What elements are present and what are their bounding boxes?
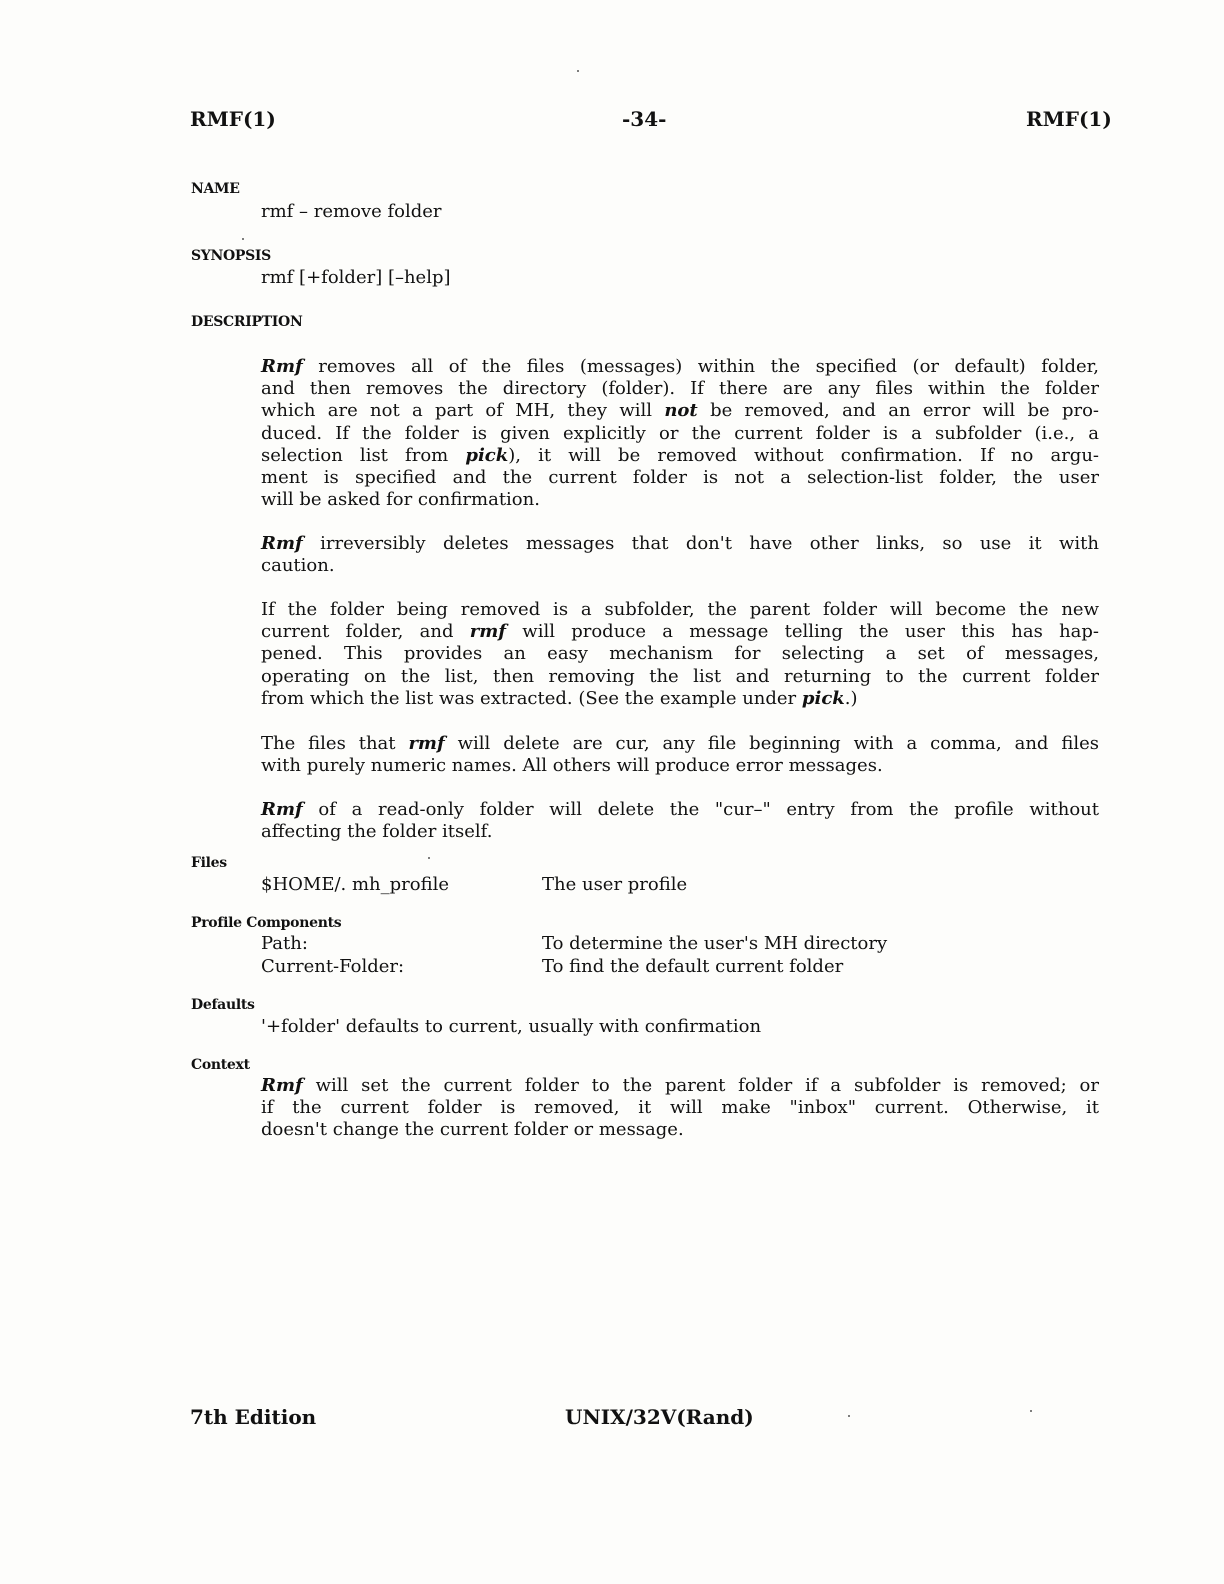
text-line	[261, 445, 1099, 467]
synopsis-text: rmf [+folder] [–help]	[261, 267, 451, 288]
text-run: ), it will be removed without confirmation. If no argu-	[508, 444, 1099, 466]
profile-components-heading: Profile Components	[191, 915, 342, 931]
command-name: Rmf	[261, 1075, 303, 1096]
files-description: The user profile	[542, 874, 688, 895]
profile-component-key: Path:	[261, 933, 308, 954]
description-paragraph-3	[261, 599, 1099, 710]
footer-system: UNIX/32V(Rand)	[565, 1405, 754, 1429]
profile-component-desc: To determine the user's MH directory	[542, 933, 888, 954]
header-left: RMF(1)	[190, 107, 276, 131]
text-run: irreversibly deletes messages that don't have other links, so use it with	[302, 533, 1099, 554]
text-run: which are not a part of MH, they will	[261, 400, 665, 422]
text-line	[261, 1075, 1099, 1097]
synopsis-heading: SYNOPSIS	[191, 248, 271, 264]
text-line: operating on the list, then removing the list and returning to the current folder	[261, 665, 1099, 687]
name-text: rmf – remove folder	[261, 201, 442, 222]
text-line	[261, 621, 1099, 643]
description-heading: DESCRIPTION	[191, 314, 303, 330]
text-line: ment is specified and the current folder is not a selection-list folder, the user	[261, 467, 1099, 489]
context-paragraph	[261, 1075, 1099, 1142]
text-run: The files that	[261, 733, 409, 754]
footer-edition: 7th Edition	[190, 1405, 317, 1429]
text-line	[261, 733, 1099, 755]
command-name: Rmf	[261, 533, 303, 554]
description-paragraph-2	[261, 533, 1099, 577]
text-run: will produce a message telling the user this has hap-	[506, 621, 1100, 643]
scan-speck	[242, 238, 244, 240]
command-name: rmf	[408, 733, 445, 754]
text-line: affecting the folder itself.	[261, 821, 493, 843]
scan-speck	[848, 1415, 850, 1417]
scan-speck	[428, 857, 430, 859]
text-line	[261, 356, 1099, 378]
text-run: current folder, and	[261, 621, 470, 643]
command-name: pick	[801, 687, 845, 709]
command-name: rmf	[469, 621, 507, 643]
text-run: be removed, and an error will be pro-	[697, 400, 1099, 422]
defaults-text: '+folder' defaults to current, usually with confirmation	[261, 1016, 762, 1037]
scan-speck	[577, 70, 579, 72]
profile-component-desc: To find the default current folder	[542, 956, 844, 977]
text-line: pened. This provides an easy mechanism for selecting a set of messages,	[261, 643, 1099, 665]
text-run: will set the current folder to the parent folder if a subfolder is removed; or	[302, 1075, 1099, 1096]
text-line	[261, 400, 1099, 422]
profile-component-key: Current-Folder:	[261, 956, 405, 977]
text-line: will be asked for confirmation.	[261, 489, 540, 511]
context-heading: Context	[191, 1057, 250, 1073]
name-heading: NAME	[191, 181, 240, 197]
defaults-heading: Defaults	[191, 997, 255, 1013]
files-heading: Files	[191, 855, 227, 871]
description-paragraph-5	[261, 799, 1099, 843]
text-line: and then removes the directory (folder). If there are any files within the folder	[261, 378, 1099, 400]
command-name: pick	[465, 444, 509, 466]
command-name: Rmf	[261, 799, 303, 820]
description-paragraph-4	[261, 733, 1099, 777]
text-line: if the current folder is removed, it will make "inbox" current. Otherwise, it	[261, 1097, 1099, 1119]
text-run: will delete are cur, any file beginning with a comma, and files	[444, 733, 1099, 754]
text-run: from which the list was extracted. (See the example under	[261, 687, 802, 709]
text-run: of a read-only folder will delete the "cur–" entry from the profile without	[302, 799, 1099, 820]
text-line: duced. If the folder is given explicitly or the current folder is a subfolder (i.e., a	[261, 422, 1099, 444]
page-number: -34-	[622, 107, 667, 131]
text-line: doesn't change the current folder or message.	[261, 1119, 684, 1141]
text-run: removes all of the files (messages) within the specified (or default) folder,	[302, 356, 1099, 377]
text-line: caution.	[261, 555, 335, 577]
header-right: RMF(1)	[1026, 107, 1112, 131]
text-line	[261, 688, 1099, 710]
description-paragraph-1	[261, 356, 1099, 511]
files-path: $HOME/. mh_profile	[261, 874, 450, 895]
emphasis: not	[664, 400, 698, 422]
scan-speck	[1030, 1410, 1032, 1412]
text-line: If the folder being removed is a subfolder, the parent folder will become the new	[261, 599, 1099, 620]
text-line	[261, 533, 1099, 555]
text-line	[261, 799, 1099, 821]
command-name: Rmf	[261, 356, 303, 377]
text-run: .)	[844, 687, 858, 709]
text-line: with purely numeric names. All others will produce error messages.	[261, 755, 883, 777]
text-run: selection list from	[261, 444, 466, 466]
